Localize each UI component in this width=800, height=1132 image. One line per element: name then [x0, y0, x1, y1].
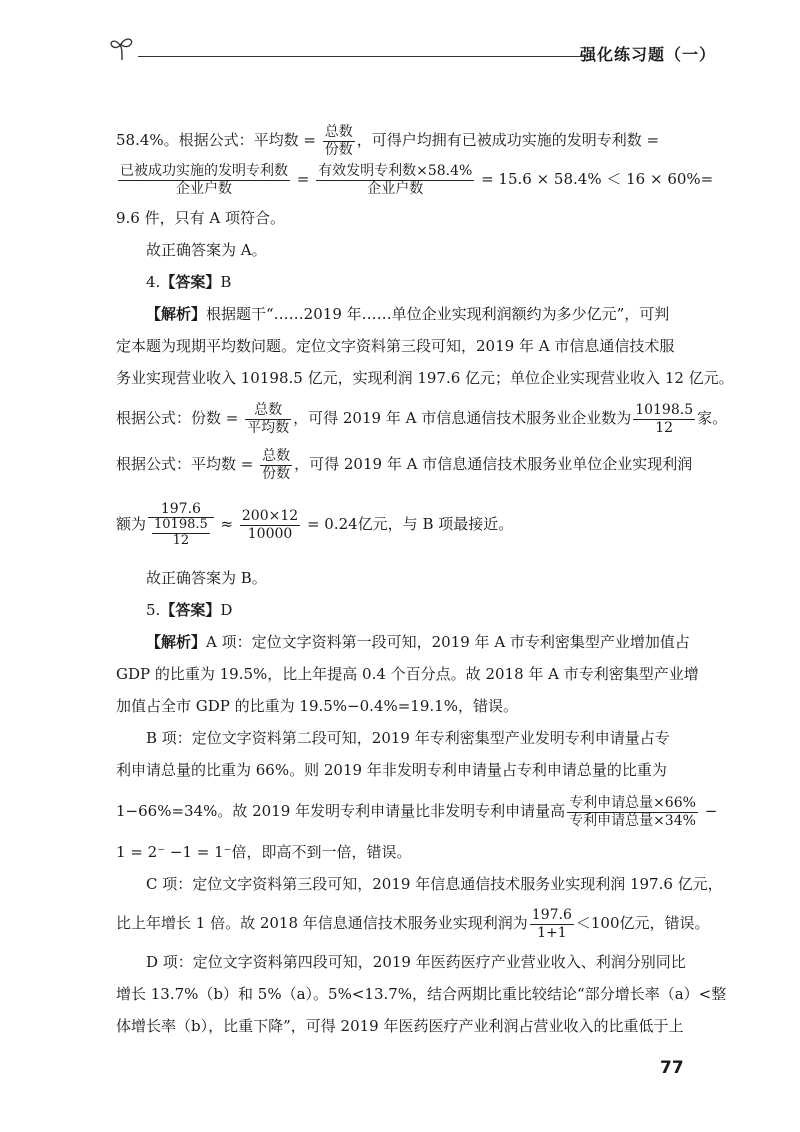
- text-line: 1 = 2⁻ −1 = 1⁻倍，即高不到一倍，错误。: [116, 843, 412, 861]
- fraction: $\frac{\text{总数}}{\text{平均数}}$: [247, 402, 290, 436]
- text-line: GDP 的比重为 19.5%，比上年提高 0.4 个百分点。故 2018 年 A 市专利密集型产业增: [116, 665, 699, 683]
- fraction: $\frac{\text{有效发明专利数×58.4\%}}{\text{企业户数}}$: [318, 163, 473, 197]
- text-line: $\frac{\text{已被成功实施的发明专利数}}{\text{企业户数}}$ = $\frac{\text{有效发明专利数×58.4\%}}{\text{企业户数}}$ = 15.6 × 58.4% ＜ 16 × 60%=: [120, 163, 714, 197]
- answer-heading: 5.【答案】D: [146, 601, 233, 619]
- fraction: $\frac{\text{总数}}{\text{份数}}$: [262, 448, 291, 482]
- text-line: 故正确答案为 A。: [146, 241, 267, 259]
- text-line: 【解析】根据题干“……2019 年……单位企业实现利润额约为多少亿元”，可判: [146, 305, 670, 323]
- page-content: [116, 124, 734, 1042]
- fraction: $\frac{200\times 12}{10000}$: [241, 508, 299, 542]
- text-line: 1−66%=34%。故 2019 年发明专利申请量比非发明专利申请量高 $\frac{\text{专利申请总量×66\%}}{\text{专利申请总量×34\%}}$ −: [116, 795, 718, 829]
- header-rule: [138, 56, 584, 57]
- page-number: 77: [660, 1058, 684, 1078]
- compound-fraction: $\frac{197.6}{\frac{10198.5}{12}}$: [148, 501, 214, 549]
- text-line: 故正确答案为 B。: [146, 569, 267, 587]
- text-line: 58.4%。根据公式：平均数 = $\frac{\text{总数}}{\text{份数}}$ ，可得户均拥有已被成功实施的发明专利数 =: [116, 124, 660, 158]
- text-line: 利申请总量的比重为 66%。则 2019 年非发明专利申请量占专利申请总量的比重为: [116, 761, 667, 779]
- fraction: $\frac{197.6}{1+1}$: [531, 907, 572, 941]
- fraction: $\frac{10198.5}{12}$: [635, 402, 694, 436]
- fraction: $\frac{\text{已被成功实施的发明专利数}}{\text{企业户数}}$: [120, 163, 288, 197]
- text-line: 加值占全市 GDP 的比重为 19.5%−0.4%=19.1%，错误。: [116, 697, 518, 715]
- fraction: $\frac{\text{专利申请总量×66\%}}{\text{专利申请总量×34\%}}$: [569, 795, 696, 829]
- text-line: 9.6 件，只有 A 项符合。: [116, 209, 285, 227]
- fraction: $\frac{10198.5}{12}$: [154, 517, 208, 549]
- text-line: 务业实现营业收入 10198.5 亿元，实现利润 197.6 亿元；单位企业实现营业收入 12 亿元。: [116, 369, 734, 387]
- text-line: D 项：定位文字资料第四段可知，2019 年医药医疗产业营业收入、利润分别同比: [146, 953, 686, 971]
- text-line: 增长 13.7%（b）和 5%（a）。5%<13.7%，结合两期比重比较结论“部分增长率（a）<整: [116, 985, 727, 1003]
- text-line: 根据公式：平均数 = $\frac{\text{总数}}{\text{份数}}$ ，可得 2019 年 A 市信息通信技术服务业单位企业实现利润: [116, 448, 693, 482]
- text-line: 定本题为现期平均数问题。定位文字资料第三段可知，2019 年 A 市信息通信技术服: [116, 337, 675, 355]
- sprout-icon: [108, 34, 138, 64]
- text-line: 【解析】A 项：定位文字资料第一段可知，2019 年 A 市专利密集型产业增加值占: [146, 633, 690, 651]
- text-line: 比上年增长 1 倍。故 2018 年信息通信技术服务业实现利润为 $\frac{197.6}{1+1}$ ＜100亿元，错误。: [116, 907, 710, 941]
- text-line: 体增长率（b），比重下降”，可得 2019 年医药医疗产业利润占营业收入的比重低于上: [116, 1017, 684, 1035]
- text-line: 根据公式：份数 = $\frac{\text{总数}}{\text{平均数}}$ ，可得 2019 年 A 市信息通信技术服务业企业数为 $\frac{10198.5}{12}$ 家。: [116, 402, 728, 436]
- text-line: B 项：定位文字资料第二段可知，2019 年专利密集型产业发明专利申请量占专: [146, 729, 670, 747]
- fraction: $\frac{\text{总数}}{\text{份数}}$: [324, 124, 353, 158]
- header-title: 强化练习题（一）: [579, 45, 716, 64]
- text-line: C 项：定位文字资料第三段可知，2019 年信息通信技术服务业实现利润 197.6 亿元，: [146, 875, 723, 893]
- text-line: 额为 $\frac{197.6}{\frac{10198.5}{12}}$ ≈ $\frac{200\times 12}{10000}$ = 0.24亿元，与 B 项最接近。: [116, 501, 514, 549]
- page-header: [108, 34, 716, 66]
- answer-heading: 4.【答案】B: [146, 273, 232, 291]
